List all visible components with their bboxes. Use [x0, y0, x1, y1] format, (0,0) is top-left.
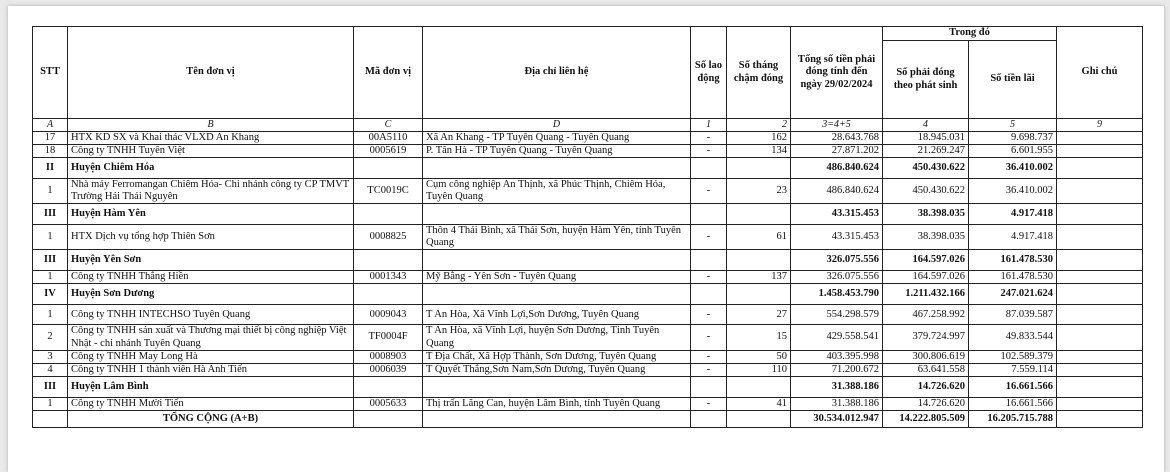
table-row [33, 145, 1143, 158]
row-tong-so-tien: 43.315.453 [791, 204, 883, 225]
header-dia-chi: Địa chỉ liên hệ [423, 27, 691, 119]
row-stt: 4 [33, 363, 68, 376]
total-tien-lai: 16.205.715.788 [969, 410, 1057, 427]
row-so-tien-lai: 6.601.955 [969, 145, 1057, 158]
row-stt: II [33, 158, 68, 179]
table-row [33, 132, 1143, 145]
row-tong-so-tien: 326.075.556 [791, 271, 883, 284]
row-code: 0008903 [354, 350, 423, 363]
row-code [354, 376, 423, 397]
row-lao-dong [691, 376, 727, 397]
row-ghi-chu [1057, 305, 1143, 325]
row-so-phai-dong: 14.726.620 [883, 397, 969, 410]
table-row [33, 350, 1143, 363]
row-so-phai-dong: 63.641.558 [883, 363, 969, 376]
row-address [423, 204, 691, 225]
row-lao-dong: - [691, 397, 727, 410]
row-so-phai-dong: 164.597.026 [883, 250, 969, 271]
row-lao-dong [691, 158, 727, 179]
row-stt: 1 [33, 397, 68, 410]
row-so-thang: 27 [727, 305, 791, 325]
index-cell: 2 [727, 119, 791, 132]
row-code: 0001343 [354, 271, 423, 284]
row-stt: IV [33, 284, 68, 305]
row-code: 0008825 [354, 225, 423, 250]
row-ghi-chu [1057, 363, 1143, 376]
row-lao-dong [691, 204, 727, 225]
row-tong-so-tien: 486.840.624 [791, 158, 883, 179]
row-so-tien-lai: 16.661.566 [969, 376, 1057, 397]
row-code: TF0004F [354, 325, 423, 350]
row-tong-so-tien: 429.558.541 [791, 325, 883, 350]
row-name: Công ty TNHH Thắng Hiền [68, 271, 354, 284]
row-tong-so-tien: 1.458.453.790 [791, 284, 883, 305]
row-so-tien-lai: 87.039.587 [969, 305, 1057, 325]
header-tong-so-tien: Tổng số tiền phải đóng tính đến ngày 29/02/2024 [791, 27, 883, 119]
row-stt: III [33, 250, 68, 271]
row-stt: 1 [33, 271, 68, 284]
row-tong-so-tien: 27.871.202 [791, 145, 883, 158]
row-name: Công ty TNHH May Long Hà [68, 350, 354, 363]
debt-table [32, 26, 1143, 428]
row-so-phai-dong: 14.726.620 [883, 376, 969, 397]
row-ghi-chu [1057, 225, 1143, 250]
row-name: HTX Dịch vụ tổng hợp Thiên Sơn [68, 225, 354, 250]
row-so-thang: 23 [727, 179, 791, 204]
row-lao-dong: - [691, 363, 727, 376]
row-stt: 2 [33, 325, 68, 350]
row-address [423, 250, 691, 271]
index-cell: C [354, 119, 423, 132]
row-stt: 1 [33, 305, 68, 325]
row-ghi-chu [1057, 132, 1143, 145]
row-address: T An Hòa, Xã Vĩnh Lợi,Sơn Dương, Tuyên Quang [423, 305, 691, 325]
row-so-phai-dong: 38.398.035 [883, 204, 969, 225]
row-lao-dong: - [691, 325, 727, 350]
row-so-thang: 50 [727, 350, 791, 363]
row-name: HTX KD SX và Khai thác VLXD An Khang [68, 132, 354, 145]
row-code [354, 158, 423, 179]
row-so-thang [727, 376, 791, 397]
row-stt: 17 [33, 132, 68, 145]
row-so-phai-dong: 450.430.622 [883, 179, 969, 204]
row-so-phai-dong: 164.597.026 [883, 271, 969, 284]
row-code: 0005619 [354, 145, 423, 158]
index-cell: A [33, 119, 68, 132]
header-stt: STT [33, 27, 68, 119]
row-lao-dong [691, 284, 727, 305]
row-ghi-chu [1057, 250, 1143, 271]
row-so-thang: 61 [727, 225, 791, 250]
row-so-tien-lai: 7.559.114 [969, 363, 1057, 376]
row-so-tien-lai: 4.917.418 [969, 225, 1057, 250]
row-ghi-chu [1057, 350, 1143, 363]
row-so-tien-lai: 4.917.418 [969, 204, 1057, 225]
row-so-thang [727, 284, 791, 305]
table-row [33, 325, 1143, 350]
row-name: Huyện Lâm Bình [68, 376, 354, 397]
row-ghi-chu [1057, 325, 1143, 350]
table-row [33, 305, 1143, 325]
row-address [423, 284, 691, 305]
row-so-phai-dong: 18.945.031 [883, 132, 969, 145]
row-so-thang: 110 [727, 363, 791, 376]
row-address: Thị trấn Lăng Can, huyện Lâm Bình, tỉnh Tuyên Quang [423, 397, 691, 410]
row-address: P. Tân Hà - TP Tuyên Quang - Tuyên Quang [423, 145, 691, 158]
row-so-thang: 137 [727, 271, 791, 284]
row-code: 0005633 [354, 397, 423, 410]
row-ghi-chu [1057, 271, 1143, 284]
row-tong-so-tien: 554.298.579 [791, 305, 883, 325]
document-page [8, 6, 1164, 472]
row-so-tien-lai: 247.021.624 [969, 284, 1057, 305]
header-so-phai-dong: Số phải đóng theo phát sinh [883, 41, 969, 119]
header-ten-don-vi: Tên đơn vị [68, 27, 354, 119]
row-tong-so-tien: 43.315.453 [791, 225, 883, 250]
row-code: 0006039 [354, 363, 423, 376]
group-row [33, 158, 1143, 179]
group-row [33, 376, 1143, 397]
row-lao-dong: - [691, 305, 727, 325]
row-ghi-chu [1057, 397, 1143, 410]
row-ghi-chu [1057, 179, 1143, 204]
row-ghi-chu [1057, 376, 1143, 397]
row-stt: III [33, 376, 68, 397]
index-cell: 1 [691, 119, 727, 132]
row-so-tien-lai: 49.833.544 [969, 325, 1057, 350]
row-lao-dong: - [691, 271, 727, 284]
header-trong-do: Trong đó [883, 27, 1057, 41]
table-body [33, 119, 1143, 411]
table-row [33, 179, 1143, 204]
row-so-thang [727, 158, 791, 179]
row-address: T An Hòa, xã Vĩnh Lợi, huyện Sơn Dương, Tỉnh Tuyên Quang [423, 325, 691, 350]
index-row [33, 119, 1143, 132]
row-so-thang: 162 [727, 132, 791, 145]
row-code: 0009043 [354, 305, 423, 325]
table-row [33, 225, 1143, 250]
row-name: Huyện Hàm Yên [68, 204, 354, 225]
row-so-phai-dong: 300.806.619 [883, 350, 969, 363]
row-so-phai-dong: 450.430.622 [883, 158, 969, 179]
header-ma-don-vi: Mã đơn vị [354, 27, 423, 119]
row-name: Huyện Yên Sơn [68, 250, 354, 271]
row-tong-so-tien: 71.200.672 [791, 363, 883, 376]
row-address: Cụm công nghiệp An Thịnh, xã Phúc Thịnh, Chiêm Hóa, Tuyên Quang [423, 179, 691, 204]
row-tong-so-tien: 486.840.624 [791, 179, 883, 204]
total-row [33, 410, 1143, 427]
row-address [423, 376, 691, 397]
row-code [354, 204, 423, 225]
row-so-thang: 41 [727, 397, 791, 410]
group-row [33, 204, 1143, 225]
row-lao-dong: - [691, 179, 727, 204]
row-lao-dong: - [691, 132, 727, 145]
row-name: Nhà máy Ferromangan Chiêm Hóa- Chi nhánh công ty CP TMVT Trường Hải Thái Nguyên [68, 179, 354, 204]
row-name: Huyện Chiêm Hóa [68, 158, 354, 179]
row-so-thang [727, 250, 791, 271]
table-row [33, 363, 1143, 376]
header-ghi-chu: Ghi chú [1057, 27, 1143, 119]
group-row [33, 284, 1143, 305]
index-cell: 3=4+5 [791, 119, 883, 132]
row-ghi-chu [1057, 158, 1143, 179]
row-code: TC0019C [354, 179, 423, 204]
row-address: T Địa Chất, Xã Hợp Thành, Sơn Dương, Tuyên Quang [423, 350, 691, 363]
row-tong-so-tien: 403.395.998 [791, 350, 883, 363]
header-so-thang: Số tháng chậm đóng [727, 27, 791, 119]
row-lao-dong [691, 250, 727, 271]
row-so-tien-lai: 9.698.737 [969, 132, 1057, 145]
row-lao-dong: - [691, 145, 727, 158]
row-so-tien-lai: 161.478.530 [969, 250, 1057, 271]
total-tong: 30.534.012.947 [791, 410, 883, 427]
row-so-tien-lai: 36.410.002 [969, 158, 1057, 179]
row-code: 00A5110 [354, 132, 423, 145]
table-row [33, 271, 1143, 284]
table-row [33, 397, 1143, 410]
row-name: Công ty TNHH Tuyên Việt [68, 145, 354, 158]
row-stt: III [33, 204, 68, 225]
header-so-lao-dong: Số lao động [691, 27, 727, 119]
row-name: Công ty TNHH INTECHSO Tuyên Quang [68, 305, 354, 325]
group-row [33, 250, 1143, 271]
row-so-tien-lai: 36.410.002 [969, 179, 1057, 204]
row-so-thang [727, 204, 791, 225]
row-tong-so-tien: 31.388.186 [791, 376, 883, 397]
row-address: Mỹ Bằng - Yên Sơn - Tuyên Quang [423, 271, 691, 284]
row-tong-so-tien: 326.075.556 [791, 250, 883, 271]
row-name: Công ty TNHH Mười Tiến [68, 397, 354, 410]
row-ghi-chu [1057, 284, 1143, 305]
row-so-phai-dong: 38.398.035 [883, 225, 969, 250]
row-stt: 3 [33, 350, 68, 363]
row-name: Công ty TNHH 1 thành viên Hà Anh Tiến [68, 363, 354, 376]
row-address: T Quyết Thắng,Sơn Nam,Sơn Dương, Tuyên Quang [423, 363, 691, 376]
index-cell: B [68, 119, 354, 132]
row-ghi-chu [1057, 145, 1143, 158]
row-so-thang: 134 [727, 145, 791, 158]
row-so-phai-dong: 379.724.997 [883, 325, 969, 350]
row-so-phai-dong: 467.258.992 [883, 305, 969, 325]
row-so-thang: 15 [727, 325, 791, 350]
row-stt: 1 [33, 179, 68, 204]
index-cell: 5 [969, 119, 1057, 132]
row-tong-so-tien: 31.388.186 [791, 397, 883, 410]
row-code [354, 250, 423, 271]
row-so-phai-dong: 1.211.432.166 [883, 284, 969, 305]
row-lao-dong: - [691, 225, 727, 250]
index-cell: 4 [883, 119, 969, 132]
row-so-tien-lai: 16.661.566 [969, 397, 1057, 410]
index-cell: 9 [1057, 119, 1143, 132]
row-stt: 1 [33, 225, 68, 250]
row-so-tien-lai: 102.589.379 [969, 350, 1057, 363]
row-address: Thôn 4 Thái Bình, xã Thái Sơn, huyện Hàm Yên, tỉnh Tuyên Quang [423, 225, 691, 250]
header-so-tien-lai: Số tiền lãi [969, 41, 1057, 119]
row-tong-so-tien: 28.643.768 [791, 132, 883, 145]
total-label: TỔNG CỘNG (A+B) [68, 410, 354, 427]
row-lao-dong: - [691, 350, 727, 363]
row-name: Công ty TNHH sản xuất và Thương mại thiết bị công nghiệp Việt Nhật - chi nhánh Tuyên Quang [68, 325, 354, 350]
index-cell: D [423, 119, 691, 132]
row-address [423, 158, 691, 179]
row-so-tien-lai: 161.478.530 [969, 271, 1057, 284]
total-phai-dong: 14.222.805.509 [883, 410, 969, 427]
row-so-phai-dong: 21.269.247 [883, 145, 969, 158]
row-name: Huyện Sơn Dương [68, 284, 354, 305]
row-ghi-chu [1057, 204, 1143, 225]
row-code [354, 284, 423, 305]
row-address: Xã An Khang - TP Tuyên Quang - Tuyên Quang [423, 132, 691, 145]
row-stt: 18 [33, 145, 68, 158]
